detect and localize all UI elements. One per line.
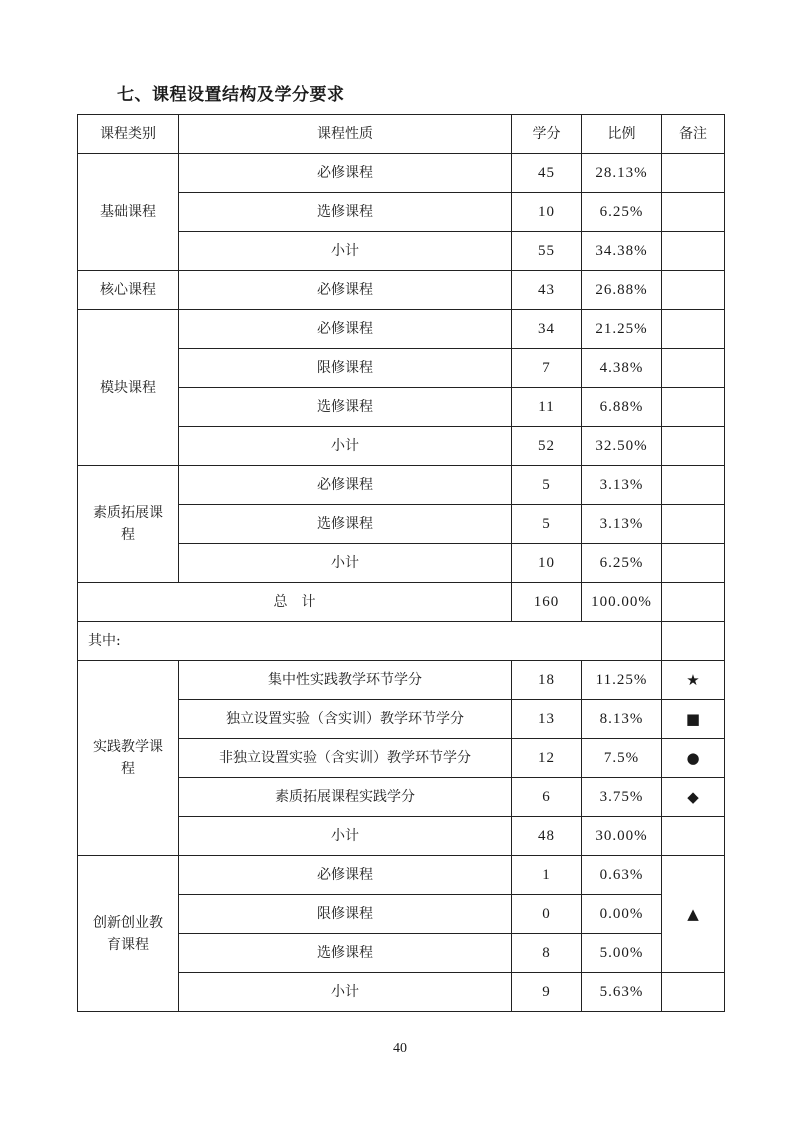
header-ratio: 比例 bbox=[582, 115, 662, 154]
nature-cell: 素质拓展课程实践学分 bbox=[179, 778, 512, 817]
credits-cell: 48 bbox=[512, 817, 582, 856]
remark-cell bbox=[662, 427, 725, 466]
credits-cell: 0 bbox=[512, 895, 582, 934]
nature-cell: 必修课程 bbox=[179, 154, 512, 193]
among-label: 其中: bbox=[78, 622, 662, 661]
ratio-cell: 7.5% bbox=[582, 739, 662, 778]
credits-cell: 1 bbox=[512, 856, 582, 895]
header-category: 课程类别 bbox=[78, 115, 179, 154]
remark-cell bbox=[662, 973, 725, 1012]
remark-cell bbox=[662, 271, 725, 310]
table-row bbox=[78, 661, 725, 700]
square-icon: ■ bbox=[662, 700, 725, 739]
table-header-row bbox=[78, 115, 725, 154]
credits-cell: 10 bbox=[512, 193, 582, 232]
credits-cell: 55 bbox=[512, 232, 582, 271]
ratio-cell: 5.63% bbox=[582, 973, 662, 1012]
remark-cell bbox=[662, 154, 725, 193]
nature-cell: 选修课程 bbox=[179, 388, 512, 427]
credits-cell: 7 bbox=[512, 349, 582, 388]
remark-cell bbox=[662, 544, 725, 583]
table-row bbox=[78, 310, 725, 349]
credits-cell: 10 bbox=[512, 544, 582, 583]
nature-cell: 独立设置实验（含实训）教学环节学分 bbox=[179, 700, 512, 739]
ratio-cell: 32.50% bbox=[582, 427, 662, 466]
credits-cell: 18 bbox=[512, 661, 582, 700]
star-icon: ★ bbox=[662, 661, 725, 700]
ratio-cell: 30.00% bbox=[582, 817, 662, 856]
category-quality-cell bbox=[78, 466, 179, 583]
page-number: 40 bbox=[393, 1041, 407, 1056]
credits-cell: 12 bbox=[512, 739, 582, 778]
category-innovation: 创新创业教育课程 bbox=[93, 914, 163, 953]
category-practice: 实践教学课程 bbox=[93, 739, 163, 777]
ratio-cell: 4.38% bbox=[582, 349, 662, 388]
credits-cell: 8 bbox=[512, 934, 582, 973]
nature-cell: 小计 bbox=[179, 817, 512, 856]
ratio-cell: 34.38% bbox=[582, 232, 662, 271]
ratio-cell: 6.88% bbox=[582, 388, 662, 427]
category-quality: 素质拓展课程 bbox=[93, 505, 163, 543]
among-row bbox=[78, 622, 725, 661]
credits-cell: 43 bbox=[512, 271, 582, 310]
nature-cell: 限修课程 bbox=[179, 349, 512, 388]
credits-cell: 52 bbox=[512, 427, 582, 466]
nature-cell: 选修课程 bbox=[179, 505, 512, 544]
remark-cell bbox=[662, 583, 725, 622]
remark-cell bbox=[662, 310, 725, 349]
remark-cell bbox=[662, 388, 725, 427]
remark-cell bbox=[662, 622, 725, 661]
nature-cell: 小计 bbox=[179, 973, 512, 1012]
ratio-cell: 6.25% bbox=[582, 544, 662, 583]
ratio-cell: 26.88% bbox=[582, 271, 662, 310]
nature-cell: 非独立设置实验（含实训）教学环节学分 bbox=[179, 739, 512, 778]
header-remarks: 备注 bbox=[662, 115, 725, 154]
ratio-cell: 8.13% bbox=[582, 700, 662, 739]
nature-cell: 选修课程 bbox=[179, 193, 512, 232]
ratio-cell: 11.25% bbox=[582, 661, 662, 700]
credits-cell: 9 bbox=[512, 973, 582, 1012]
diamond-icon: ◆ bbox=[662, 778, 725, 817]
nature-cell: 限修课程 bbox=[179, 895, 512, 934]
table-row bbox=[78, 466, 725, 505]
circle-icon: ● bbox=[662, 739, 725, 778]
credits-cell: 13 bbox=[512, 700, 582, 739]
total-ratio: 100.00% bbox=[582, 583, 662, 622]
credits-cell: 34 bbox=[512, 310, 582, 349]
ratio-cell: 3.13% bbox=[582, 466, 662, 505]
table-row bbox=[78, 271, 725, 310]
section-title: 七、课程设置结构及学分要求 bbox=[117, 85, 345, 105]
ratio-cell: 3.75% bbox=[582, 778, 662, 817]
nature-cell: 小计 bbox=[179, 544, 512, 583]
nature-cell: 必修课程 bbox=[179, 310, 512, 349]
nature-cell: 必修课程 bbox=[179, 856, 512, 895]
credit-structure-table bbox=[77, 114, 725, 1012]
remark-cell bbox=[662, 193, 725, 232]
nature-cell: 集中性实践教学环节学分 bbox=[179, 661, 512, 700]
total-label: 总 计 bbox=[78, 583, 512, 622]
nature-cell: 必修课程 bbox=[179, 271, 512, 310]
nature-cell: 选修课程 bbox=[179, 934, 512, 973]
triangle-icon: ▲ bbox=[662, 856, 725, 973]
credits-cell: 11 bbox=[512, 388, 582, 427]
remark-cell bbox=[662, 232, 725, 271]
table-row bbox=[78, 856, 725, 895]
ratio-cell: 6.25% bbox=[582, 193, 662, 232]
header-credits: 学分 bbox=[512, 115, 582, 154]
header-nature: 课程性质 bbox=[179, 115, 512, 154]
category-basic: 基础课程 bbox=[78, 154, 179, 271]
category-practice-cell bbox=[78, 661, 179, 856]
ratio-cell: 3.13% bbox=[582, 505, 662, 544]
nature-cell: 必修课程 bbox=[179, 466, 512, 505]
category-innovation-cell bbox=[78, 856, 179, 1012]
remark-cell bbox=[662, 466, 725, 505]
table-row bbox=[78, 154, 725, 193]
nature-cell: 小计 bbox=[179, 232, 512, 271]
ratio-cell: 5.00% bbox=[582, 934, 662, 973]
ratio-cell: 0.00% bbox=[582, 895, 662, 934]
remark-cell bbox=[662, 349, 725, 388]
category-module: 模块课程 bbox=[78, 310, 179, 466]
credits-cell: 5 bbox=[512, 466, 582, 505]
total-row bbox=[78, 583, 725, 622]
credits-cell: 5 bbox=[512, 505, 582, 544]
total-credits: 160 bbox=[512, 583, 582, 622]
category-core: 核心课程 bbox=[78, 271, 179, 310]
credits-cell: 6 bbox=[512, 778, 582, 817]
remark-cell bbox=[662, 505, 725, 544]
ratio-cell: 28.13% bbox=[582, 154, 662, 193]
nature-cell: 小计 bbox=[179, 427, 512, 466]
ratio-cell: 21.25% bbox=[582, 310, 662, 349]
remark-cell bbox=[662, 817, 725, 856]
credits-cell: 45 bbox=[512, 154, 582, 193]
ratio-cell: 0.63% bbox=[582, 856, 662, 895]
